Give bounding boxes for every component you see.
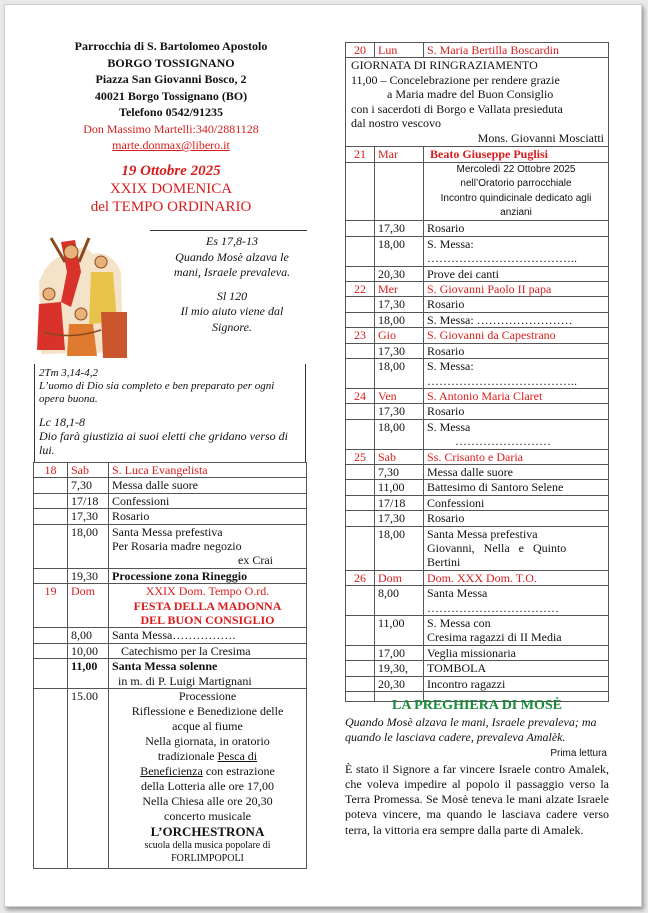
notice-line: Mons. Giovanni Mosciatti bbox=[477, 130, 604, 145]
saint-name: S. Maria Bertilla Boscardin bbox=[424, 43, 609, 58]
table-row bbox=[346, 511, 609, 526]
table-row bbox=[346, 586, 609, 616]
psalm-text: Il mio aiuto viene dal Signore. bbox=[180, 304, 284, 334]
day-name: Mar bbox=[375, 147, 424, 162]
event-time: 17,30 bbox=[68, 509, 109, 524]
left-calendar-table bbox=[33, 462, 307, 869]
notice-line: con i sacerdoti di Borgo e Vallata presieduta bbox=[351, 101, 563, 116]
notice-line: 11,00 – Concelebrazione per rendere grazie bbox=[351, 72, 560, 87]
parish-name: Parrocchia di S. Bartolomeo Apostolo bbox=[74, 39, 268, 53]
event-time: 8,00 bbox=[68, 628, 109, 643]
program-line: Nella Chiesa alle ore 20,30 bbox=[142, 794, 273, 809]
event-line: S. Messa con bbox=[427, 616, 491, 630]
event-desc: Messa dalle suore bbox=[424, 464, 609, 479]
program-line: acque al fiume bbox=[172, 719, 243, 734]
event-desc bbox=[109, 524, 307, 568]
program-line bbox=[112, 749, 303, 764]
program-line: scuola della musica popolare di bbox=[144, 840, 271, 852]
event-desc bbox=[424, 359, 609, 389]
table-row bbox=[346, 645, 609, 660]
table-row bbox=[346, 616, 609, 646]
program-line: L’ORCHESTRONA bbox=[150, 824, 265, 840]
table-row bbox=[34, 643, 307, 658]
parish-phone: Telefono 0542/91235 bbox=[119, 105, 223, 119]
program-line: FORLIMPOPOLI bbox=[171, 853, 244, 865]
gospel-ref: Lc 18,1-8 bbox=[39, 414, 85, 429]
day-number: 19 bbox=[34, 584, 68, 628]
second-reading-ref: 2Tm 3,14-4,2 bbox=[39, 367, 98, 379]
notice-line: Incontro quindicinale dedicato agli bbox=[440, 192, 592, 204]
table-row bbox=[346, 312, 609, 327]
parish-town: BORGO TOSSIGNANO bbox=[107, 55, 235, 70]
event-desc: S. Messa: …………………… bbox=[424, 312, 609, 327]
table-row bbox=[346, 343, 609, 358]
event-desc: Rosario bbox=[424, 343, 609, 358]
table-row bbox=[34, 628, 307, 643]
event-desc: Rosario bbox=[109, 509, 307, 524]
notice-line: a Maria madre del Buon Consiglio bbox=[387, 87, 554, 102]
liturgical-date-title bbox=[32, 162, 310, 216]
day-number: 26 bbox=[346, 570, 375, 585]
program-text: tradizionale bbox=[157, 749, 218, 764]
second-reading-gospel bbox=[34, 364, 306, 462]
event-line: Santa Messa solenne bbox=[112, 659, 218, 674]
first-reading-text: Quando Mosè alzava le mani, Israele prevaleva. bbox=[173, 249, 291, 279]
day-header-row bbox=[34, 584, 307, 628]
table-row bbox=[346, 526, 609, 570]
event-desc: Santa Messa……………. bbox=[109, 628, 307, 643]
event-time: 15.00 bbox=[68, 689, 109, 869]
sunday-line: XXIX DOMENICA bbox=[109, 180, 233, 197]
table-row bbox=[34, 509, 307, 524]
day-header-row bbox=[346, 449, 609, 464]
program-line: della Lotteria alle ore 17,00 bbox=[141, 779, 274, 794]
event-time: 19,30, bbox=[375, 661, 424, 676]
event-time: 11,00 bbox=[375, 616, 424, 646]
saint-name: Ss. Crisanto e Daria bbox=[424, 449, 609, 464]
event-time: 18,00 bbox=[375, 526, 424, 570]
event-desc bbox=[424, 419, 609, 449]
event-time: 8,00 bbox=[375, 586, 424, 616]
table-row bbox=[346, 480, 609, 495]
event-line: ex Crai bbox=[238, 553, 273, 568]
event-time: 18,00 bbox=[68, 524, 109, 568]
event-time: 11,00 bbox=[375, 480, 424, 495]
event-time: 10,00 bbox=[68, 643, 109, 658]
day-name: Ven bbox=[375, 388, 424, 403]
event-line: …………………………… bbox=[427, 600, 559, 615]
event-time: 17,30 bbox=[375, 404, 424, 419]
program-line: Processione bbox=[178, 689, 237, 704]
feast-line: XXIX Dom. Tempo O.rd. bbox=[145, 584, 270, 599]
table-row bbox=[346, 162, 609, 221]
event-line: S. Messa: bbox=[427, 236, 474, 251]
day-name: Dom bbox=[68, 584, 109, 628]
day-header-row bbox=[346, 147, 609, 162]
day-number: 24 bbox=[346, 388, 375, 403]
table-row bbox=[346, 221, 609, 236]
table-row bbox=[34, 478, 307, 493]
event-time: 17,30 bbox=[375, 511, 424, 526]
feast-line: DEL BUON CONSIGLIO bbox=[140, 613, 275, 628]
event-desc: Catechismo per la Cresima bbox=[109, 643, 307, 658]
moses-praying-illustration bbox=[31, 232, 131, 360]
event-desc bbox=[424, 586, 609, 616]
event-time: 18,00 bbox=[375, 419, 424, 449]
second-reading-text: L’uomo di Dio sia completo e ben preparato per ogni opera buona. bbox=[39, 380, 275, 406]
psalm-ref: Sl 120 bbox=[216, 288, 248, 303]
event-line: ……………………………….. bbox=[427, 251, 577, 266]
table-row bbox=[34, 659, 307, 689]
program-line bbox=[112, 764, 303, 779]
notice-line: anziani bbox=[500, 207, 532, 219]
event-line: Per Rosaria madre negozio bbox=[112, 539, 242, 554]
day-number: 21 bbox=[346, 147, 375, 162]
event-desc: Battesimo di Santoro Selene bbox=[424, 480, 609, 495]
event-time: 11,00 bbox=[68, 659, 109, 689]
table-row bbox=[346, 661, 609, 676]
event-time: 18,00 bbox=[375, 236, 424, 266]
notice-line: GIORNATA DI RINGRAZIAMENTO bbox=[351, 58, 538, 73]
feast-line: FESTA DELLA MADONNA bbox=[133, 598, 282, 613]
day-name: Lun bbox=[375, 43, 424, 58]
event-desc: Rosario bbox=[424, 404, 609, 419]
event-line: ……………………………….. bbox=[427, 373, 577, 388]
program-text: Beneficienza bbox=[140, 764, 203, 779]
event-time: 18,00 bbox=[375, 312, 424, 327]
table-row bbox=[346, 236, 609, 266]
event-desc: Confessioni bbox=[424, 495, 609, 510]
day-number: 22 bbox=[346, 282, 375, 297]
table-row bbox=[34, 689, 307, 869]
day-number: 23 bbox=[346, 328, 375, 343]
day-name: Mer bbox=[375, 282, 424, 297]
day-header-row bbox=[346, 388, 609, 403]
saint-name: S. Giovanni da Capestrano bbox=[424, 328, 609, 343]
event-line: Santa Messa prefestiva bbox=[427, 526, 538, 541]
program-line: concerto musicale bbox=[164, 809, 251, 824]
event-time: 7,30 bbox=[375, 464, 424, 479]
saint-name: S. Antonio Maria Claret bbox=[424, 388, 609, 403]
event-time: 17/18 bbox=[375, 495, 424, 510]
event-desc: Incontro ragazzi bbox=[424, 676, 609, 691]
table-row bbox=[346, 676, 609, 691]
table-row bbox=[346, 464, 609, 479]
event-desc: Rosario bbox=[424, 511, 609, 526]
event-time: 17/18 bbox=[68, 493, 109, 508]
day-number: 20 bbox=[346, 43, 375, 58]
saint-name: S. Giovanni Paolo II papa bbox=[424, 282, 609, 297]
day-header-row bbox=[346, 43, 609, 58]
day-name: Sab bbox=[375, 449, 424, 464]
table-row bbox=[346, 266, 609, 281]
readings-top-rule bbox=[150, 230, 307, 231]
parish-header bbox=[32, 38, 310, 216]
event-line: Santa Messa bbox=[427, 586, 488, 601]
event-time: 17,30 bbox=[375, 221, 424, 236]
program-line: Nella giornata, in oratorio bbox=[145, 734, 270, 749]
event-time: 17,30 bbox=[375, 343, 424, 358]
event-desc: Prove dei canti bbox=[424, 266, 609, 281]
feast-title bbox=[109, 584, 307, 628]
event-line: Giovanni, Nella e Quinto bbox=[427, 540, 567, 555]
program-text: con estrazione bbox=[202, 764, 275, 779]
event-time: 17,30 bbox=[375, 297, 424, 312]
event-desc: Confessioni bbox=[109, 493, 307, 508]
event-line: S. Messa bbox=[427, 419, 471, 434]
event-line: …………………… bbox=[455, 434, 551, 449]
right-calendar-table bbox=[345, 42, 609, 702]
event-line: S. Messa: bbox=[427, 359, 474, 374]
saint-name: Beato Giuseppe Puglisi bbox=[424, 147, 609, 162]
event-time: 20,30 bbox=[375, 676, 424, 691]
notice-line: dal nostro vescovo bbox=[351, 116, 441, 131]
table-row bbox=[346, 297, 609, 312]
table-row bbox=[34, 568, 307, 583]
event-desc: Rosario bbox=[424, 221, 609, 236]
date-line: 19 Ottobre 2025 bbox=[121, 162, 221, 179]
day-number: 18 bbox=[34, 463, 68, 478]
prayer-body: È stato il Signore a far vincere Israele contro Amalek, che voleva impedire al popolo il passaggio verso la Terra Promessa. Se Mosè teneva le mani alzate Israele poteva vincere, ma quando le lasciava cadere verso terra, la vittoria era sempre dalla parte di Amalek. bbox=[345, 761, 609, 837]
event-time: 17,00 bbox=[375, 645, 424, 660]
table-row bbox=[346, 404, 609, 419]
event-line: in m. di P. Luigi Martignani bbox=[118, 673, 252, 688]
gospel-text: Dio farà giustizia ai suoi eletti che gridano verso di lui. bbox=[39, 428, 288, 457]
table-row bbox=[346, 359, 609, 389]
event-desc: Processione zona Rineggio bbox=[109, 568, 307, 583]
table-row bbox=[346, 58, 609, 147]
event-line: Cresima ragazzi di II Media bbox=[427, 630, 562, 645]
day-name: Dom bbox=[375, 570, 424, 585]
event-desc bbox=[424, 526, 609, 570]
notice-line: nell’Oratorio parrocchiale bbox=[460, 178, 572, 190]
program-line: Riflessione e Benedizione delle bbox=[131, 704, 284, 719]
first-reading-ref: Es 17,8-13 bbox=[206, 234, 258, 248]
event-desc: Veglia missionaria bbox=[424, 645, 609, 660]
event-time: 7,30 bbox=[68, 478, 109, 493]
day-name: Gio bbox=[375, 328, 424, 343]
day-header-row bbox=[346, 570, 609, 585]
prayer-section bbox=[345, 697, 609, 838]
table-row bbox=[34, 493, 307, 508]
first-reading-psalm bbox=[170, 234, 294, 335]
event-line: Santa Messa prefestiva bbox=[112, 524, 223, 539]
event-desc bbox=[424, 616, 609, 646]
event-desc: Rosario bbox=[424, 297, 609, 312]
event-time: 20,30 bbox=[375, 266, 424, 281]
priest-contact: Don Massimo Martelli:340/2881128 bbox=[83, 121, 259, 136]
thanksgiving-notice bbox=[346, 58, 609, 147]
prayer-title: LA PREGHIERA DI MOSÈ bbox=[392, 698, 562, 713]
event-desc bbox=[424, 236, 609, 266]
table-row bbox=[346, 495, 609, 510]
day-header-row bbox=[346, 282, 609, 297]
notice-line: Mercoledì 22 Ottobre 2025 bbox=[456, 163, 576, 175]
event-desc: TOMBOLA bbox=[424, 661, 609, 676]
event-time: 19,30 bbox=[68, 568, 109, 583]
event-line: Bertini bbox=[427, 555, 461, 570]
day-header-row bbox=[34, 463, 307, 478]
table-row bbox=[34, 524, 307, 568]
parish-city: 40021 Borgo Tossignano (BO) bbox=[94, 88, 248, 103]
day-number: 25 bbox=[346, 449, 375, 464]
day-header-row bbox=[346, 328, 609, 343]
event-desc bbox=[109, 659, 307, 689]
oratory-notice bbox=[424, 162, 609, 221]
event-time: 18,00 bbox=[375, 359, 424, 389]
event-desc: Messa dalle suore bbox=[109, 478, 307, 493]
reading-label: Prima lettura bbox=[550, 748, 607, 759]
program-text: Pesca di bbox=[217, 749, 258, 764]
day-name: Sab bbox=[68, 463, 109, 478]
season-line: del TEMPO ORDINARIO bbox=[90, 198, 252, 215]
afternoon-program bbox=[109, 689, 307, 869]
saint-name: S. Luca Evangelista bbox=[109, 463, 307, 478]
parish-address: Piazza San Giovanni Bosco, 2 bbox=[95, 72, 247, 86]
saint-name: Dom. XXX Dom. T.O. bbox=[424, 570, 609, 585]
prayer-quote: Quando Mosè alzava le mani, Israele prevaleva; ma quando le lasciava cadere, prevaleva Amalèk. bbox=[345, 715, 597, 744]
email-link[interactable]: marte.donmax@libero.it bbox=[112, 138, 230, 152]
table-row bbox=[346, 419, 609, 449]
